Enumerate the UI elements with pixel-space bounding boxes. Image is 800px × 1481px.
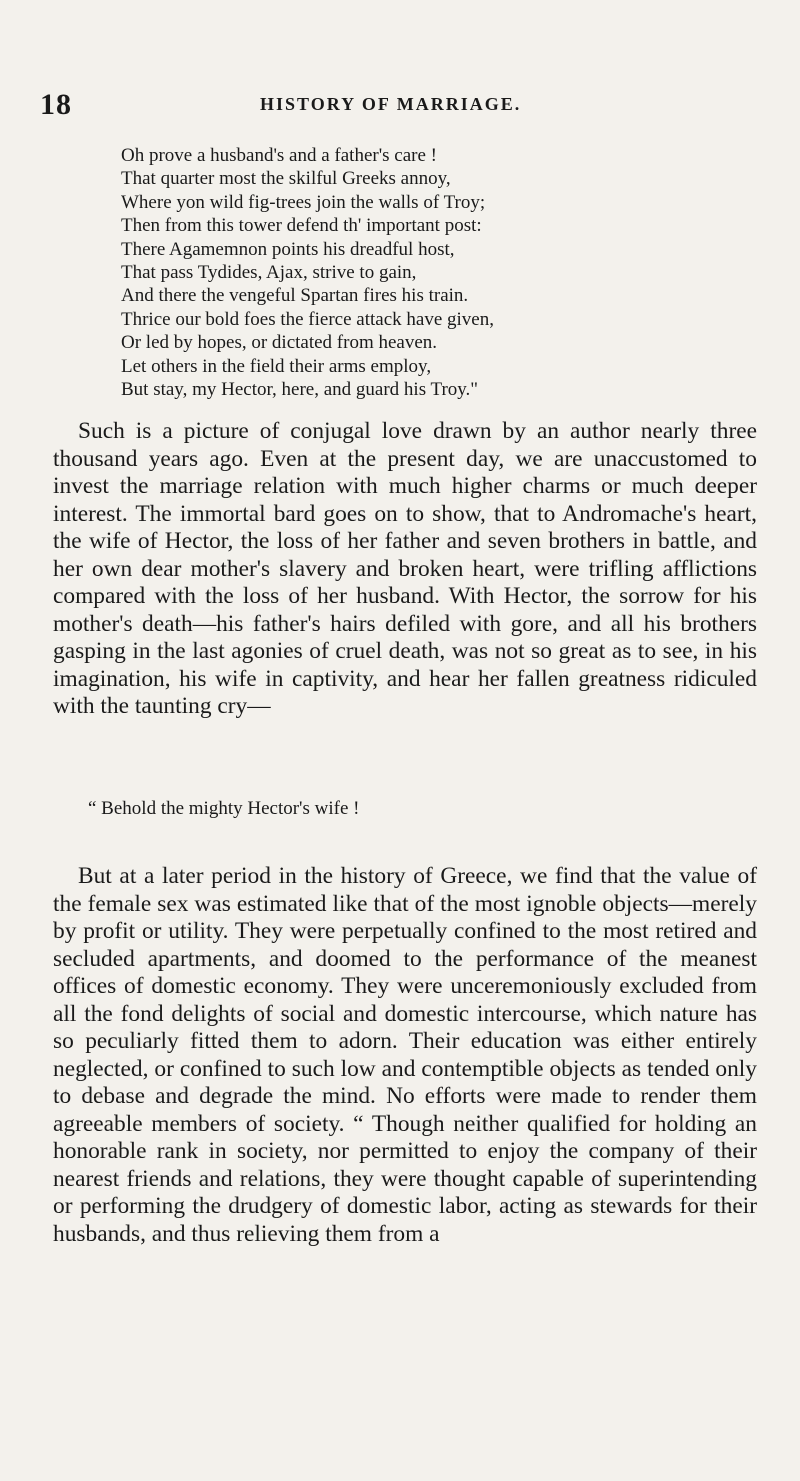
verse-line: Where yon wild fig-trees join the walls of Troy; [121, 191, 486, 213]
verse-line: Thrice our bold foes the fierce attack have given, [121, 308, 494, 330]
running-head: HISTORY OF MARRIAGE. [260, 94, 522, 114]
body-paragraph: Such is a picture of conjugal love drawn by an author nearly three thousand years ago. Even at the present day, we are unaccustomed to invest the marriage relation with much higher charms or much deeper interest. The immortal bard goes on to show, that to Andromache's heart, the wife of Hector, the loss of her father and seven brothers in battle, and her own dear mother's slavery and broken heart, were trifling afflictions compared with the loss of her husband. With Hector, the sorrow for his mother's death—his father's hairs defiled with gore, and all his brothers gasping in the last agonies of cruel death, was not so great as to see, in his imagination, his wife in captivity, and hear her fallen greatness ridiculed with the taunting cry— [53, 418, 757, 719]
page-number: 18 [40, 88, 72, 121]
verse-line: Or led by hopes, or dictated from heaven. [121, 332, 438, 354]
verse-block [121, 144, 721, 401]
body-paragraph: But at a later period in the history of Greece, we find that the value of the female sex was estimated like that of the most ignoble objects—merely by profit or utility. They were perpetually confined to the most retired and secluded apartments, and doomed to the performance of the meanest offices of domestic economy. They were unceremoniously excluded from all the fond delights of social and domestic intercourse, which nature has so peculiarly fitted them to adorn. Their education was either entirely neglected, or confined to such low and contemptible objects as tended only to debase and degrade the mind. No efforts were made to render them agreeable members of society. “ Though neither qualified for holding an honorable rank in society, nor permitted to enjoy the company of their nearest friends and relations, they were thought capable of superintending or performing the drudgery of domestic labor, acting as stewards for their husbands, and thus relieving them from a [53, 863, 757, 1247]
page-header [40, 88, 760, 128]
verse-line: That quarter most the skilful Greeks annoy, [121, 168, 451, 190]
verse-line: There Agamemnon points his dreadful host, [121, 238, 455, 260]
verse-line: And there the vengeful Spartan fires his train. [121, 285, 469, 307]
verse-line: That pass Tydides, Ajax, strive to gain, [121, 262, 417, 284]
verse-line: Then from this tower defend th' important post: [121, 215, 482, 237]
verse-line: Oh prove a husband's and a father's care ! [121, 145, 437, 166]
quotation-line: “ Behold the mighty Hector's wife ! [88, 798, 360, 819]
verse-line: Let others in the field their arms employ, [121, 355, 432, 377]
verse-line: But stay, my Hector, here, and guard his Troy." [121, 379, 479, 401]
